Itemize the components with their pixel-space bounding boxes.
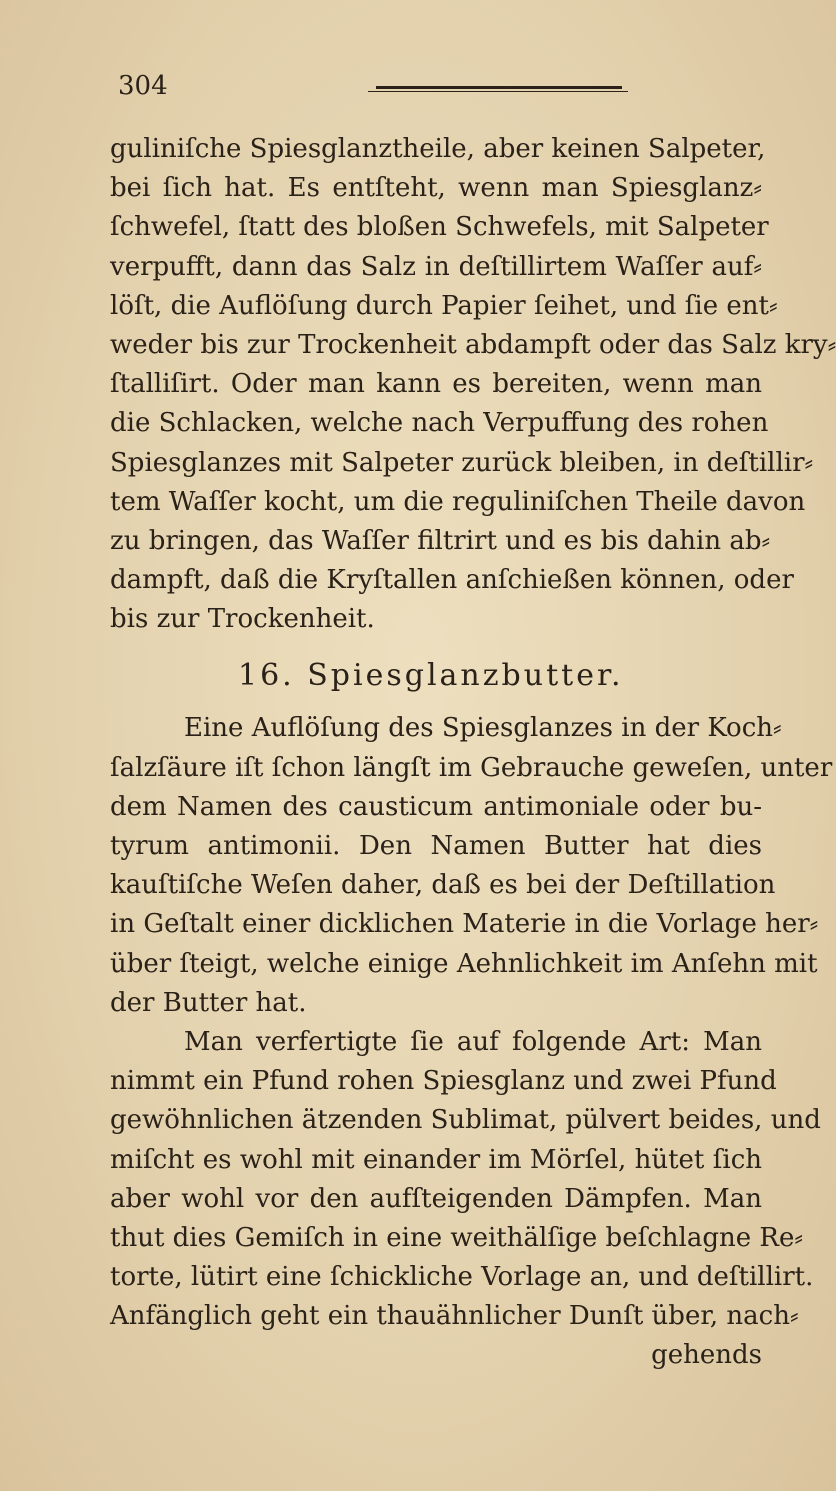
- text-line: verpufft, dann das Salz in deſtillirtem Waſſer auf⸗: [110, 251, 762, 282]
- paragraph-2: [110, 709, 833, 1023]
- text-line: ſchwefel, ſtatt des bloßen Schwefels, mit Salpeter: [110, 212, 769, 243]
- text-line: löſt, die Auflöſung durch Papier ſeihet, und ſie ent⸗: [110, 290, 778, 321]
- text-line: tyrum antimonii. Den Namen Butter hat dies: [110, 831, 762, 861]
- text-line: weder bis zur Trockenheit abdampft oder das Salz kry⸗: [110, 329, 836, 360]
- header-rule: [368, 86, 628, 94]
- text-line: in Geſtalt einer dicklichen Materie in die Vorlage her⸗: [110, 909, 819, 940]
- catchword: gehends: [651, 1340, 762, 1371]
- paragraph-1: [110, 130, 836, 639]
- text-line: guliniſche Spiesglanztheile, aber keinen Salpeter,: [110, 134, 766, 164]
- paragraph-3: [110, 1023, 821, 1337]
- text-line: Man verfertigte ſie auf folgende Art: Man: [184, 1026, 762, 1057]
- text-line: miſcht es wohl mit einander im Mörſel, hütet ſich: [110, 1144, 762, 1175]
- text-line: zu bringen, das Waſſer filtrirt und es bis dahin ab⸗: [110, 525, 771, 556]
- page-number: 304: [118, 71, 168, 101]
- text-line: tem Waſſer kocht, um die reguliniſchen Theile davon: [110, 486, 806, 517]
- text-line: thut dies Gemiſch in eine weithälſige beſchlagne Re⸗: [110, 1222, 803, 1253]
- text-block: [110, 130, 836, 1376]
- text-line: Anfänglich geht ein thauähnlicher Dunſt über, nach⸗: [110, 1301, 799, 1332]
- text-line: nimmt ein Pfund rohen Spiesglanz und zwei Pfund: [110, 1066, 777, 1097]
- text-line: über ſteigt, welche einige Aehnlichkeit im Anſehn mit: [110, 948, 818, 979]
- text-line: gewöhnlichen ätzenden Sublimat, pülvert beides, und: [110, 1105, 821, 1136]
- section-heading: 16. Spiesglanzbutter.: [238, 658, 624, 694]
- text-line: bei ſich hat. Es entſteht, wenn man Spiesglanz⸗: [110, 173, 762, 204]
- text-line: bis zur Trockenheit.: [110, 604, 375, 635]
- text-line: dampft, daß die Kryſtallen anſchießen können, oder: [110, 565, 794, 596]
- text-line: dem Namen des causticum antimoniale oder bu-: [110, 791, 762, 822]
- text-line: Eine Auflöſung des Spiesglanzes in der Koch⸗: [184, 713, 782, 744]
- text-line: kauſtiſche Weſen daher, daß es bei der Deſtillation: [110, 870, 776, 901]
- text-line: ſalzſäure iſt ſchon längſt im Gebrauche geweſen, unter: [110, 752, 833, 783]
- text-line: torte, lütirt eine ſchickliche Vorlage an, und deſtillirt.: [110, 1262, 814, 1293]
- text-line: ſtalliſirt. Oder man kann es bereiten, wenn man: [110, 369, 762, 400]
- text-line: die Schlacken, welche nach Verpuffung des rohen: [110, 408, 769, 439]
- text-line: Spiesglanzes mit Salpeter zurück bleiben, in deſtillir⸗: [110, 447, 814, 478]
- page-header: [118, 68, 758, 108]
- text-line: aber wohl vor den aufſteigenden Dämpfen. Man: [110, 1183, 762, 1214]
- text-line: der Butter hat.: [110, 987, 307, 1018]
